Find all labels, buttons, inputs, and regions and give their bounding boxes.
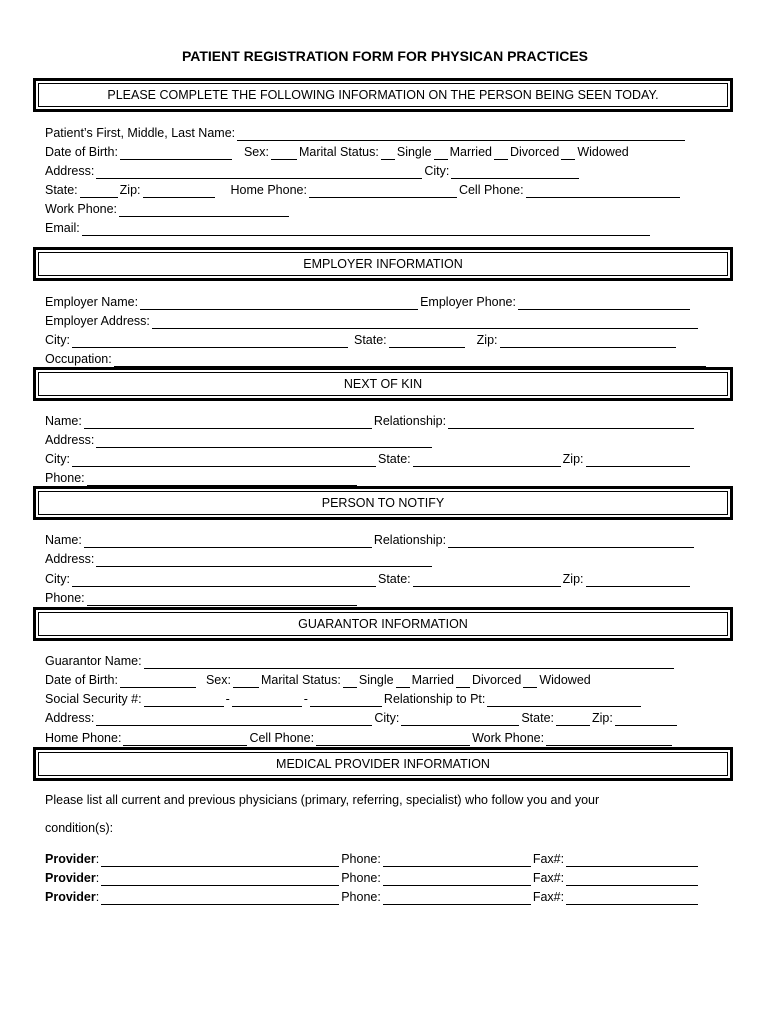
patient-name-field[interactable] xyxy=(237,128,685,141)
patient-work-phone-field[interactable] xyxy=(119,204,289,217)
guarantor-home-phone-field[interactable] xyxy=(123,733,247,746)
guarantor-marital-label: Marital Status: xyxy=(260,673,341,687)
notify-address-label: Address: xyxy=(45,552,95,566)
patient-married-checkbox[interactable] xyxy=(434,147,448,160)
medical-header-box xyxy=(33,747,733,781)
guarantor-address-row xyxy=(45,707,679,726)
employer-address-label: Employer Address: xyxy=(45,314,150,328)
guarantor-divorced-label: Divorced xyxy=(471,673,522,687)
patient-married-label: Married xyxy=(449,145,492,159)
patient-address-row xyxy=(45,160,581,179)
provider-phone-label: Phone: xyxy=(341,852,381,866)
employer-city-field[interactable] xyxy=(72,335,348,348)
notify-phone-field[interactable] xyxy=(87,593,357,606)
employer-name-row xyxy=(45,291,692,310)
employer-phone-label: Employer Phone: xyxy=(420,295,516,309)
guarantor-home-phone-label: Home Phone: xyxy=(45,731,122,745)
kin-phone-label: Phone: xyxy=(45,471,85,485)
guarantor-city-field[interactable] xyxy=(401,713,519,726)
patient-email-field[interactable] xyxy=(82,223,650,236)
notify-phone-label: Phone: xyxy=(45,591,85,605)
provider-name-field[interactable] xyxy=(101,892,339,905)
employer-header-box xyxy=(33,247,733,281)
patient-city-field[interactable] xyxy=(451,166,579,179)
guarantor-zip-field[interactable] xyxy=(615,713,677,726)
provider-label: Provider xyxy=(45,890,96,904)
notify-city-field[interactable] xyxy=(72,574,376,587)
patient-dob-label: Date of Birth: xyxy=(45,145,118,159)
provider-fax-field[interactable] xyxy=(566,873,698,886)
provider-fax-label: Fax#: xyxy=(532,871,565,885)
form-title: PATIENT REGISTRATION FORM FOR PHYSICAN PRACTICES xyxy=(181,48,588,64)
notify-relationship-label: Relationship: xyxy=(373,533,447,547)
guarantor-name-row xyxy=(45,650,676,669)
notify-zip-field[interactable] xyxy=(586,574,690,587)
notify-phone-row xyxy=(45,587,359,606)
provider-fax-field[interactable] xyxy=(566,892,698,905)
guarantor-address-field[interactable] xyxy=(96,713,372,726)
notify-state-field[interactable] xyxy=(413,574,561,587)
patient-work-phone-label: Work Phone: xyxy=(45,202,118,216)
patient-state-row xyxy=(45,179,682,198)
patient-widowed-checkbox[interactable] xyxy=(561,147,575,160)
provider-label: Provider xyxy=(45,871,96,885)
guarantor-single-label: Single xyxy=(358,673,394,687)
kin-relationship-field[interactable] xyxy=(448,416,694,429)
guarantor-single-checkbox[interactable] xyxy=(343,675,357,688)
guarantor-relationship-field[interactable] xyxy=(487,694,641,707)
kin-address-label: Address: xyxy=(45,433,95,447)
kin-name-label: Name: xyxy=(45,414,82,428)
ssn-dash-1: - xyxy=(225,692,230,706)
guarantor-state-label: State: xyxy=(521,711,555,725)
employer-zip-label: Zip: xyxy=(476,333,498,347)
employer-city-row xyxy=(45,329,678,348)
employer-state-label: State: xyxy=(354,333,387,347)
notify-name-label: Name: xyxy=(45,533,82,547)
kin-state-label: State: xyxy=(378,452,411,466)
guarantor-ssn-part1[interactable] xyxy=(144,694,224,707)
provider-label: Provider xyxy=(45,852,96,866)
notify-header: PERSON TO NOTIFY xyxy=(38,491,728,515)
guarantor-relationship-label: Relationship to Pt: xyxy=(383,692,486,706)
notify-relationship-field[interactable] xyxy=(448,535,694,548)
kin-state-field[interactable] xyxy=(413,454,561,467)
kin-zip-label: Zip: xyxy=(562,452,584,466)
patient-divorced-label: Divorced xyxy=(509,145,560,159)
provider-fax-field[interactable] xyxy=(566,854,698,867)
kin-zip-field[interactable] xyxy=(586,454,690,467)
employer-state-field[interactable] xyxy=(389,335,465,348)
medical-header: MEDICAL PROVIDER INFORMATION xyxy=(38,752,728,776)
provider-colon: : xyxy=(95,890,100,904)
guarantor-dob-row xyxy=(45,669,591,688)
kin-phone-field[interactable] xyxy=(87,473,357,486)
employer-name-label: Employer Name: xyxy=(45,295,139,309)
employer-zip-field[interactable] xyxy=(500,335,676,348)
patient-sex-field[interactable] xyxy=(271,147,297,160)
patient-work-phone-row xyxy=(45,198,291,217)
instruction-box xyxy=(33,78,733,112)
guarantor-dob-field[interactable] xyxy=(120,675,196,688)
patient-state-field[interactable] xyxy=(80,185,118,198)
guarantor-zip-label: Zip: xyxy=(592,711,613,725)
patient-name-row xyxy=(45,122,687,141)
kin-city-field[interactable] xyxy=(72,454,376,467)
employer-address-row xyxy=(45,310,700,329)
guarantor-ssn-row xyxy=(45,688,643,707)
patient-dob-row xyxy=(45,141,629,160)
employer-phone-field[interactable] xyxy=(518,297,690,310)
employer-occupation-field[interactable] xyxy=(114,354,706,367)
guarantor-married-label: Married xyxy=(411,673,454,687)
guarantor-name-field[interactable] xyxy=(144,656,674,669)
guarantor-phones-row xyxy=(45,727,674,746)
patient-dob-field[interactable] xyxy=(120,147,232,160)
guarantor-name-label: Guarantor Name: xyxy=(45,654,142,668)
next-of-kin-header-box xyxy=(33,367,733,401)
patient-address-field[interactable] xyxy=(96,166,422,179)
patient-single-checkbox[interactable] xyxy=(381,147,395,160)
patient-single-label: Single xyxy=(396,145,432,159)
kin-address-row xyxy=(45,429,434,448)
guarantor-divorced-checkbox[interactable] xyxy=(456,675,470,688)
provider-fax-label: Fax#: xyxy=(532,852,565,866)
guarantor-ssn-part3[interactable] xyxy=(310,694,382,707)
patient-divorced-checkbox[interactable] xyxy=(494,147,508,160)
guarantor-state-field[interactable] xyxy=(556,713,590,726)
patient-address-label: Address: xyxy=(45,164,95,178)
patient-home-phone-label: Home Phone: xyxy=(230,183,307,197)
provider-phone-field[interactable] xyxy=(383,854,531,867)
guarantor-work-phone-field[interactable] xyxy=(546,733,672,746)
provider-fax-label: Fax#: xyxy=(532,890,565,904)
patient-cell-phone-label: Cell Phone: xyxy=(458,183,524,197)
notify-zip-label: Zip: xyxy=(562,572,584,586)
provider-name-field[interactable] xyxy=(101,873,339,886)
medical-instruction-line2: condition(s): xyxy=(45,821,114,835)
patient-widowed-label: Widowed xyxy=(577,145,629,159)
guarantor-sex-field[interactable] xyxy=(233,675,259,688)
patient-email-row xyxy=(45,217,652,236)
guarantor-sex-label: Sex: xyxy=(205,673,231,687)
patient-zip-field[interactable] xyxy=(143,185,215,198)
notify-name-field[interactable] xyxy=(84,535,372,548)
guarantor-married-checkbox[interactable] xyxy=(396,675,410,688)
provider-phone-label: Phone: xyxy=(341,890,381,904)
notify-state-label: State: xyxy=(378,572,411,586)
notify-city-row xyxy=(45,568,692,587)
provider-colon: : xyxy=(95,852,100,866)
provider-colon: : xyxy=(95,871,100,885)
instruction-text: PLEASE COMPLETE THE FOLLOWING INFORMATION ON THE PERSON BEING SEEN TODAY. xyxy=(38,83,728,107)
guarantor-ssn-part2[interactable] xyxy=(232,694,302,707)
patient-name-label: Patient’s First, Middle, Last Name: xyxy=(45,126,236,140)
provider-name-field[interactable] xyxy=(101,854,339,867)
kin-phone-row xyxy=(45,467,359,486)
guarantor-city-label: City: xyxy=(374,711,400,725)
kin-name-row xyxy=(45,410,696,429)
guarantor-cell-phone-label: Cell Phone: xyxy=(249,731,315,745)
provider-row xyxy=(45,867,700,886)
next-of-kin-header: NEXT OF KIN xyxy=(38,372,728,396)
guarantor-dob-label: Date of Birth: xyxy=(45,673,118,687)
guarantor-cell-phone-field[interactable] xyxy=(316,733,470,746)
employer-address-field[interactable] xyxy=(152,316,698,329)
kin-city-label: City: xyxy=(45,452,70,466)
provider-row xyxy=(45,848,700,867)
employer-name-field[interactable] xyxy=(140,297,418,310)
employer-occupation-row xyxy=(45,348,708,367)
guarantor-widowed-label: Widowed xyxy=(539,673,591,687)
notify-address-field[interactable] xyxy=(96,554,432,567)
employer-city-label: City: xyxy=(45,333,70,347)
notify-name-row xyxy=(45,529,696,548)
guarantor-header-box xyxy=(33,607,733,641)
medical-instruction-line1: Please list all current and previous physicians (primary, referring, specialist) who follow you and your xyxy=(45,793,600,807)
patient-sex-label: Sex: xyxy=(243,145,269,159)
guarantor-widowed-checkbox[interactable] xyxy=(523,675,537,688)
provider-row xyxy=(45,886,700,905)
provider-phone-label: Phone: xyxy=(341,871,381,885)
patient-city-label: City: xyxy=(424,164,450,178)
guarantor-address-label: Address: xyxy=(45,711,95,725)
patient-email-label: Email: xyxy=(45,221,80,235)
patient-marital-label: Marital Status: xyxy=(298,145,379,159)
notify-header-box xyxy=(33,486,733,520)
patient-state-label: State: xyxy=(45,183,78,197)
guarantor-ssn-label: Social Security #: xyxy=(45,692,142,706)
patient-zip-label: Zip: xyxy=(119,183,141,197)
ssn-dash-2: - xyxy=(303,692,308,706)
patient-cell-phone-field[interactable] xyxy=(526,185,680,198)
provider-phone-field[interactable] xyxy=(383,892,531,905)
guarantor-header: GUARANTOR INFORMATION xyxy=(38,612,728,636)
kin-address-field[interactable] xyxy=(96,435,432,448)
provider-phone-field[interactable] xyxy=(383,873,531,886)
notify-city-label: City: xyxy=(45,572,70,586)
kin-relationship-label: Relationship: xyxy=(373,414,447,428)
guarantor-work-phone-label: Work Phone: xyxy=(472,731,545,745)
employer-occupation-label: Occupation: xyxy=(45,352,112,366)
patient-home-phone-field[interactable] xyxy=(309,185,457,198)
kin-name-field[interactable] xyxy=(84,416,372,429)
notify-address-row xyxy=(45,548,434,567)
employer-header: EMPLOYER INFORMATION xyxy=(38,252,728,276)
kin-city-row xyxy=(45,448,692,467)
